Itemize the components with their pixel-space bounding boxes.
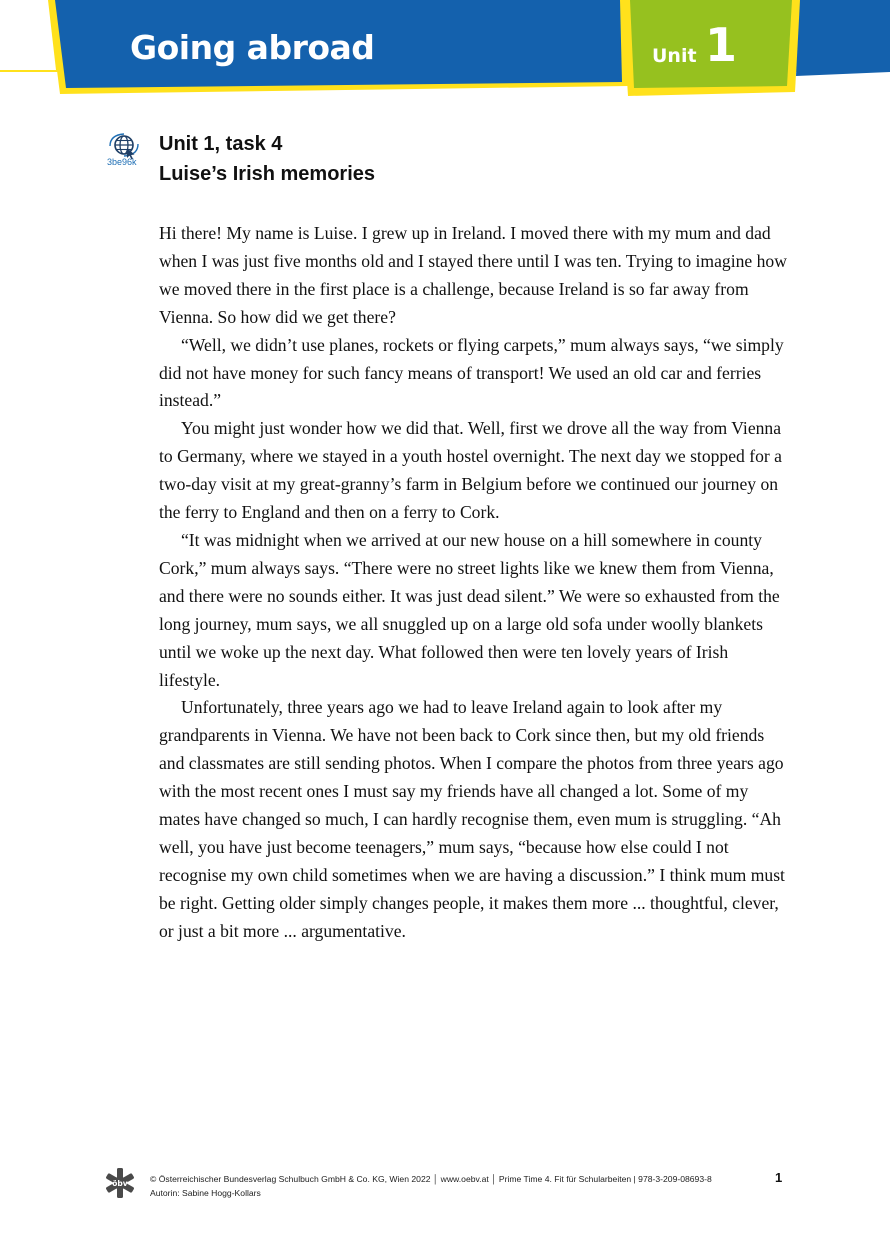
task-title: Luise’s Irish memories (159, 163, 376, 185)
story-paragraph: “It was midnight when we arrived at our new house on a hill somewhere in county Cork,” mum always says. “There were no street lights like we knew them from Vienna, and there were no sounds either. It was just dead silent.” We were so exhausted from the long journey, mum says, we all snuggled up on a large old sofa under woolly blankets until we woke up the next day. What followed then were ten lovely years of Irish lifestyle. (159, 529, 780, 690)
task-number: Unit 1, task 4 (159, 133, 283, 155)
footer-line-publisher: © Österreichischer Bundesverlag Schulbuch GmbH & Co. KG, Wien 2022 │ www.oebv.at │ Prime Time 4. Fit für Schularbeiten | 978-3-209-08693-8 (150, 1174, 712, 1184)
story-paragraph: Hi there! My name is Luise. I grew up in Ireland. I moved there with my mum and dad when I was just five months old and I stayed there until I was ten. Trying to imagine how we moved there in the first place is a challenge, because Ireland is so far away from Vienna. So how did we get there? (159, 223, 787, 327)
unit-number: 1 (705, 18, 738, 72)
story-text (159, 220, 791, 946)
footer-line-author: Autorin: Sabine Hogg-Kollars (150, 1188, 261, 1198)
footer-copyright (150, 1172, 712, 1200)
story-paragraph: Unfortunately, three years ago we had to leave Ireland again to look after my grandparents in Vienna. We have not been back to Cork since then, but my old friends and classmates are still sending photos. When I compare the photos from three years ago with the most recent ones I must say my friends have all changed a lot. Some of my mates have changed so much, I can hardly recognise them, even mum is struggling. “Ah well, you have just become teenagers,” mum says, “because how else could I not recognise my own child sometimes when we are having a discussion.” I think mum must be right. Getting older simply changes people, it makes them more ... thoughtful, clever, or just a bit more ... argumentative. (159, 697, 785, 941)
page-title: Going abroad (130, 28, 375, 67)
page-number: 1 (775, 1170, 783, 1185)
story-paragraph: “Well, we didn’t use planes, rockets or flying carpets,” mum always says, “we simply did not have money for such fancy means of transport! We used an old car and ferries instead.” (159, 334, 784, 411)
header-banner (0, 0, 890, 104)
oebv-logo-icon (104, 1167, 136, 1199)
unit-label: Unit (652, 45, 697, 67)
task-heading (159, 129, 375, 189)
logo-text: öbv (112, 1178, 128, 1188)
story-paragraph: You might just wonder how we did that. Well, first we drove all the way from Vienna to Germany, where we stayed in a youth hostel overnight. The next day we stopped for a two-day visit at my great-granny’s farm in Belgium before we continued our journey on the ferry to England and then on a ferry to Cork. (159, 418, 782, 523)
online-code[interactable]: 3be96k (107, 157, 137, 167)
